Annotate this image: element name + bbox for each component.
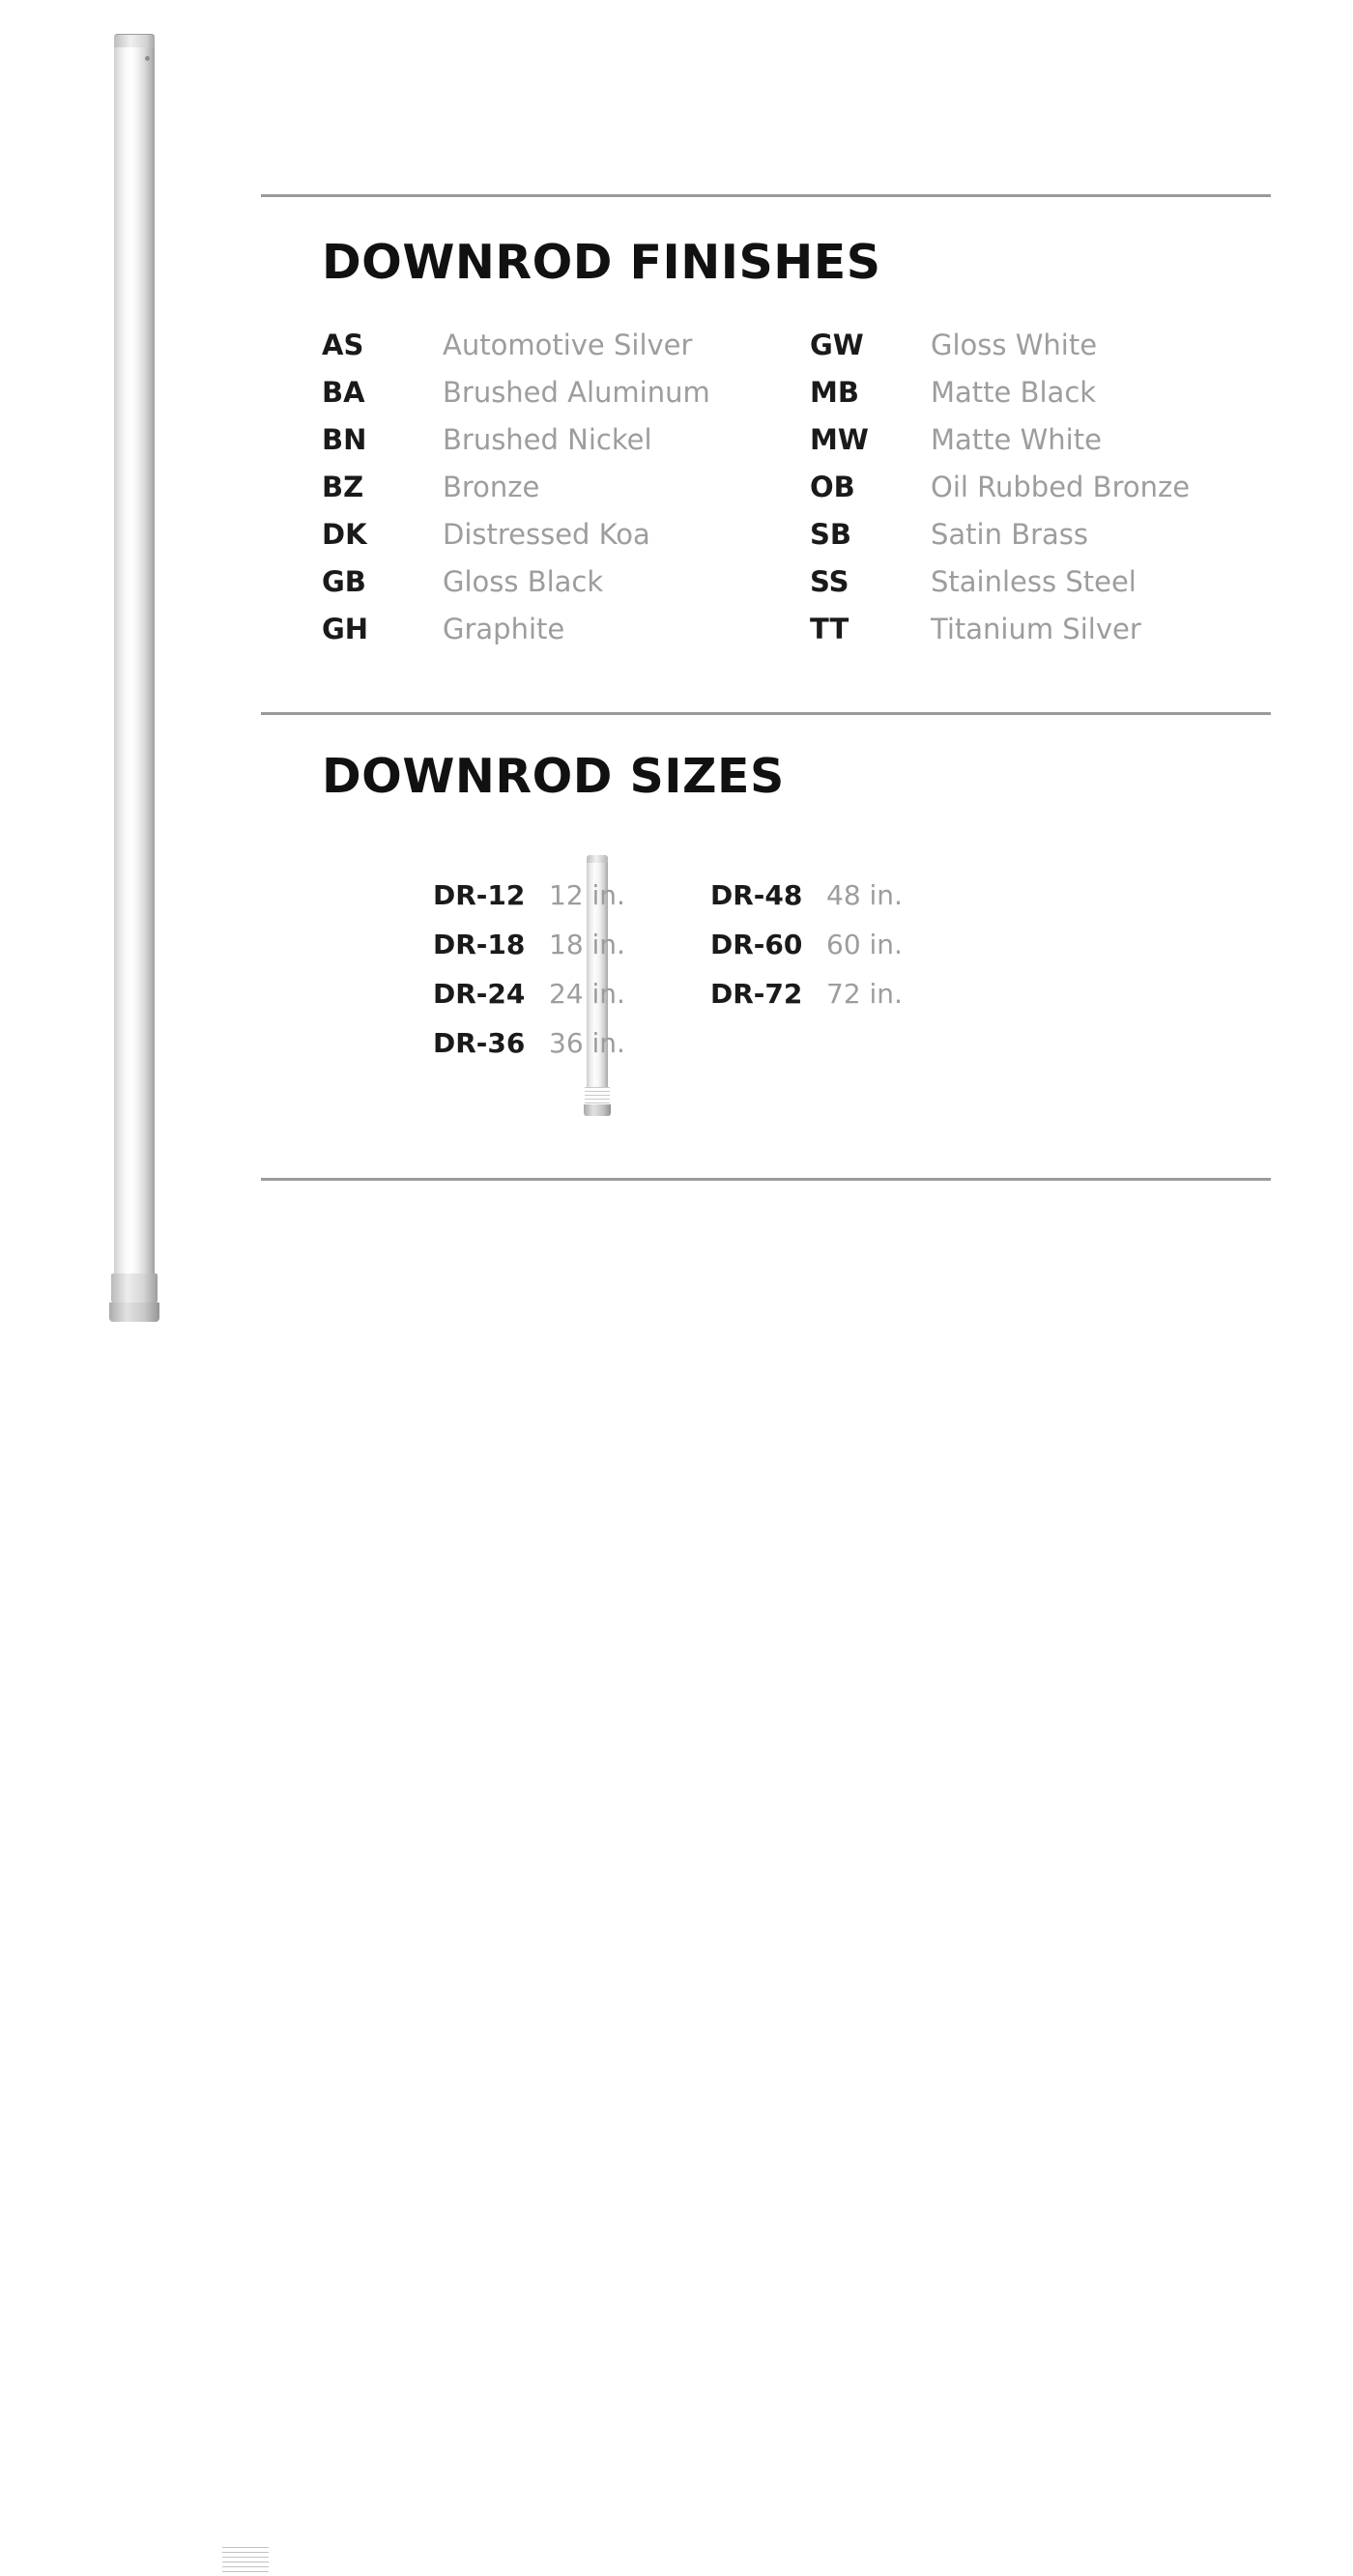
size-code: DR-60 — [710, 929, 803, 960]
finish-code: GH — [322, 613, 369, 645]
size-code: DR-12 — [433, 879, 526, 911]
size-code: DR-48 — [710, 879, 803, 911]
finishes-column-left — [322, 329, 710, 660]
finish-row — [322, 376, 710, 423]
finish-row — [322, 471, 710, 518]
finish-code: DK — [322, 518, 367, 551]
downrod-product-image — [0, 0, 251, 1353]
finish-name: Brushed Aluminum — [443, 376, 710, 409]
size-code: DR-18 — [433, 929, 526, 960]
size-length: 24 in. — [549, 978, 625, 1010]
finishes-section-title: DOWNROD FINISHES — [322, 235, 881, 290]
finish-row — [810, 471, 1190, 518]
size-length: 60 in. — [826, 929, 903, 960]
size-code: DR-36 — [433, 1027, 526, 1059]
sample-rod-top-cap — [587, 855, 608, 863]
size-length: 18 in. — [549, 929, 625, 960]
size-row — [433, 1027, 625, 1076]
divider-bottom — [261, 1178, 1271, 1181]
size-length: 36 in. — [549, 1027, 625, 1059]
sample-rod-end-cap — [584, 1104, 611, 1116]
size-row — [433, 879, 625, 929]
finish-row — [322, 565, 710, 613]
size-length: 48 in. — [826, 879, 903, 911]
divider-middle — [261, 712, 1271, 715]
finish-code: BN — [322, 423, 367, 456]
sizes-section-title: DOWNROD SIZES — [322, 749, 785, 804]
finish-code: AS — [322, 329, 364, 361]
size-code: DR-24 — [433, 978, 526, 1010]
size-row — [433, 929, 625, 978]
divider-top — [261, 194, 1271, 197]
finish-code: MW — [810, 423, 869, 456]
size-row — [433, 978, 625, 1027]
finish-name: Matte Black — [931, 376, 1097, 409]
finish-name: Matte White — [931, 423, 1102, 456]
finish-row — [810, 423, 1190, 471]
finish-code: BA — [322, 376, 365, 409]
size-code: DR-72 — [710, 978, 803, 1010]
finish-row — [810, 565, 1190, 613]
downrod-pin-hole — [145, 56, 150, 61]
finish-code: MB — [810, 376, 859, 409]
finish-row — [810, 376, 1190, 423]
finish-row — [322, 613, 710, 660]
size-length: 72 in. — [826, 978, 903, 1010]
finish-name: Brushed Nickel — [443, 423, 652, 456]
finish-code: GW — [810, 329, 864, 361]
sizes-column-right — [710, 879, 903, 1027]
downrod-body — [114, 34, 155, 1290]
finish-name: Graphite — [443, 613, 565, 645]
finish-row — [322, 329, 710, 376]
spec-content — [261, 0, 1271, 1353]
finish-code: SB — [810, 518, 851, 551]
size-row — [710, 978, 903, 1027]
sample-rod-threaded-collar — [585, 1087, 610, 1104]
size-row — [710, 879, 903, 929]
finish-name: Stainless Steel — [931, 565, 1137, 598]
finish-row — [322, 423, 710, 471]
downrod-thread-lines — [222, 2547, 269, 2576]
downrod-top-cap — [114, 34, 155, 47]
finish-name: Gloss Black — [443, 565, 604, 598]
finish-name: Gloss White — [931, 329, 1098, 361]
finish-code: GB — [322, 565, 366, 598]
finishes-column-right — [810, 329, 1190, 660]
downrod-end-cap — [109, 1302, 159, 1322]
finish-row — [810, 518, 1190, 565]
sizes-column-left — [433, 879, 625, 1076]
size-row — [710, 929, 903, 978]
downrod-threaded-collar — [111, 1274, 158, 1302]
finish-name: Titanium Silver — [931, 613, 1141, 645]
finish-name: Distressed Koa — [443, 518, 650, 551]
finish-name: Satin Brass — [931, 518, 1089, 551]
finish-row — [322, 518, 710, 565]
finish-name: Bronze — [443, 471, 540, 503]
finish-code: TT — [810, 613, 849, 645]
finish-row — [810, 329, 1190, 376]
finish-code: SS — [810, 565, 849, 598]
finish-name: Automotive Silver — [443, 329, 693, 361]
finish-name: Oil Rubbed Bronze — [931, 471, 1191, 503]
finish-code: OB — [810, 471, 855, 503]
size-length: 12 in. — [549, 879, 625, 911]
finish-code: BZ — [322, 471, 364, 503]
finish-row — [810, 613, 1190, 660]
